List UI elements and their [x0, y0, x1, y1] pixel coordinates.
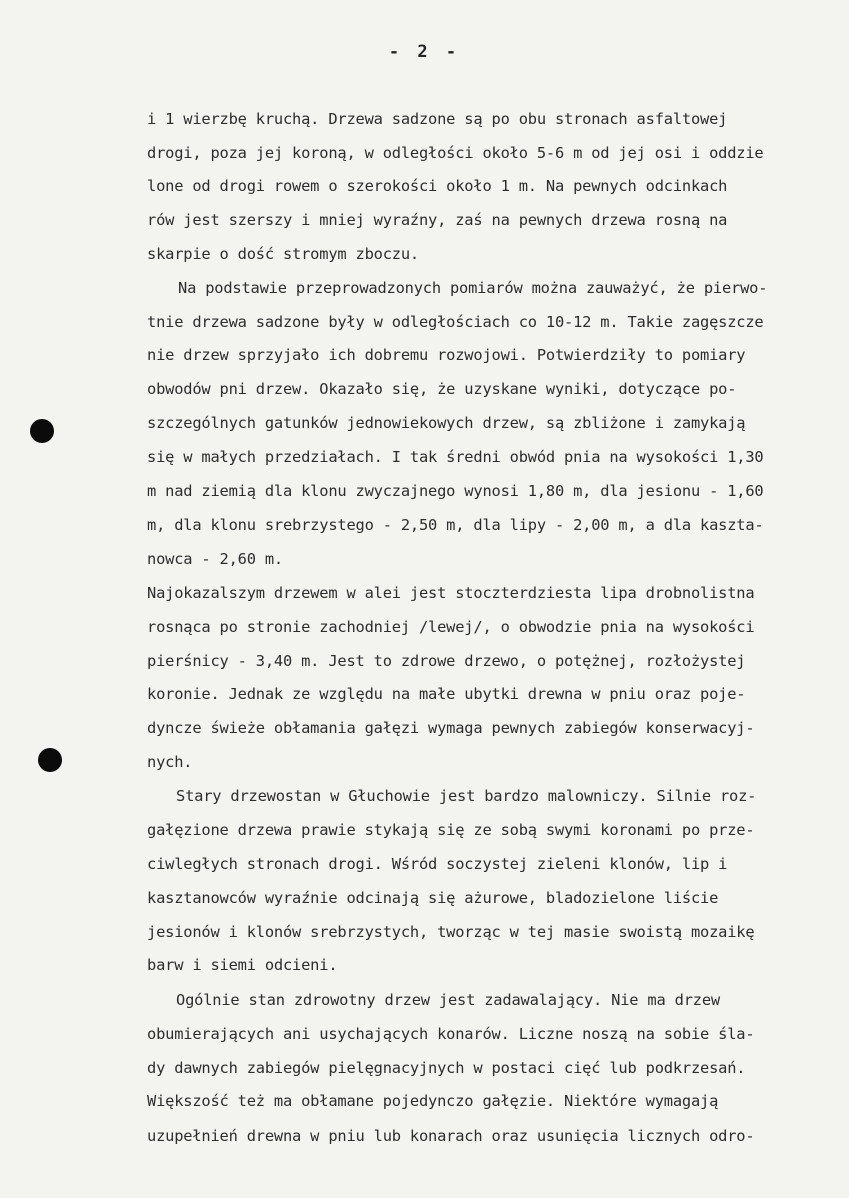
- text-line: uzupełnień drewna w pniu lub konarach oraz usunięcia licznych odro-: [147, 1127, 755, 1145]
- text-line: się w małych przedziałach. I tak średni obwód pnia na wysokości 1,30: [147, 448, 764, 466]
- text-line: obwodów pni drzew. Okazało się, że uzyskane wyniki, dotyczące po-: [147, 380, 737, 398]
- text-line: Stary drzewostan w Głuchowie jest bardzo malowniczy. Silnie roz-: [176, 787, 757, 805]
- text-line: m, dla klonu srebrzystego - 2,50 m, dla lipy - 2,00 m, a dla kaszta-: [147, 516, 764, 534]
- text-line: Najokazalszym drzewem w alei jest stoczterdziesta lipa drobnolistna: [147, 584, 755, 602]
- text-line: nych.: [147, 753, 193, 771]
- text-line: rosnąca po stronie zachodniej /lewej/, o obwodzie pnia na wysokości: [147, 618, 755, 636]
- text-line: m nad ziemią dla klonu zwyczajnego wynosi 1,80 m, dla jesionu - 1,60: [147, 482, 764, 500]
- text-line: jesionów i klonów srebrzystych, tworząc w tej masie swoistą mozaikę: [147, 923, 755, 941]
- text-line: ciwległych stronach drogi. Wśród soczystej zieleni klonów, lip i: [147, 855, 728, 873]
- text-line: i 1 wierzbę kruchą. Drzewa sadzone są po obu stronach asfaltowej: [147, 110, 728, 128]
- text-line: kasztanowców wyraźnie odcinają się ażurowe, bladozielone liście: [147, 889, 719, 907]
- text-line: barw i siemi odcieni.: [147, 956, 338, 974]
- page-number: - 2 -: [388, 42, 461, 62]
- text-line: lone od drogi rowem o szerokości około 1 m. Na pewnych odcinkach: [147, 177, 728, 195]
- punch-hole: [38, 748, 62, 772]
- text-line: obumierających ani usychających konarów. Liczne noszą na sobie śla-: [147, 1025, 755, 1043]
- text-line: gałęzione drzewa prawie stykają się ze sobą swymi koronami po prze-: [147, 821, 755, 839]
- text-line: koronie. Jednak ze względu na małe ubytki drewna w pniu oraz poje-: [147, 685, 746, 703]
- text-line: skarpie o dość stromym zboczu.: [147, 245, 419, 263]
- text-line: szczególnych gatunków jednowiekowych drzew, są zbliżone i zamykają: [147, 414, 746, 432]
- text-line: pierśnicy - 3,40 m. Jest to zdrowe drzewo, o potężnej, rozłożystej: [147, 652, 746, 670]
- punch-hole: [30, 419, 54, 443]
- text-line: Większość też ma obłamane pojedynczo gałęzie. Niektóre wymagają: [147, 1092, 719, 1110]
- text-line: Na podstawie przeprowadzonych pomiarów można zauważyć, że pierwo-: [178, 279, 768, 297]
- text-line: drogi, poza jej koroną, w odległości około 5-6 m od jej osi i oddzie: [147, 144, 764, 162]
- text-line: tnie drzewa sadzone były w odległościach co 10-12 m. Takie zagęszcze: [147, 313, 764, 331]
- text-line: dy dawnych zabiegów pielęgnacyjnych w postaci cięć lub podkrzesań.: [147, 1059, 746, 1077]
- text-line: dyncze świeże obłamania gałęzi wymaga pewnych zabiegów konserwacyj-: [147, 719, 755, 737]
- text-line: rów jest szerszy i mniej wyraźny, zaś na pewnych drzewa rosną na: [147, 211, 728, 229]
- text-line: nowca - 2,60 m.: [147, 550, 283, 568]
- text-line: nie drzew sprzyjało ich dobremu rozwojowi. Potwierdziły to pomiary: [147, 346, 746, 364]
- text-line: Ogólnie stan zdrowotny drzew jest zadawalający. Nie ma drzew: [176, 991, 720, 1009]
